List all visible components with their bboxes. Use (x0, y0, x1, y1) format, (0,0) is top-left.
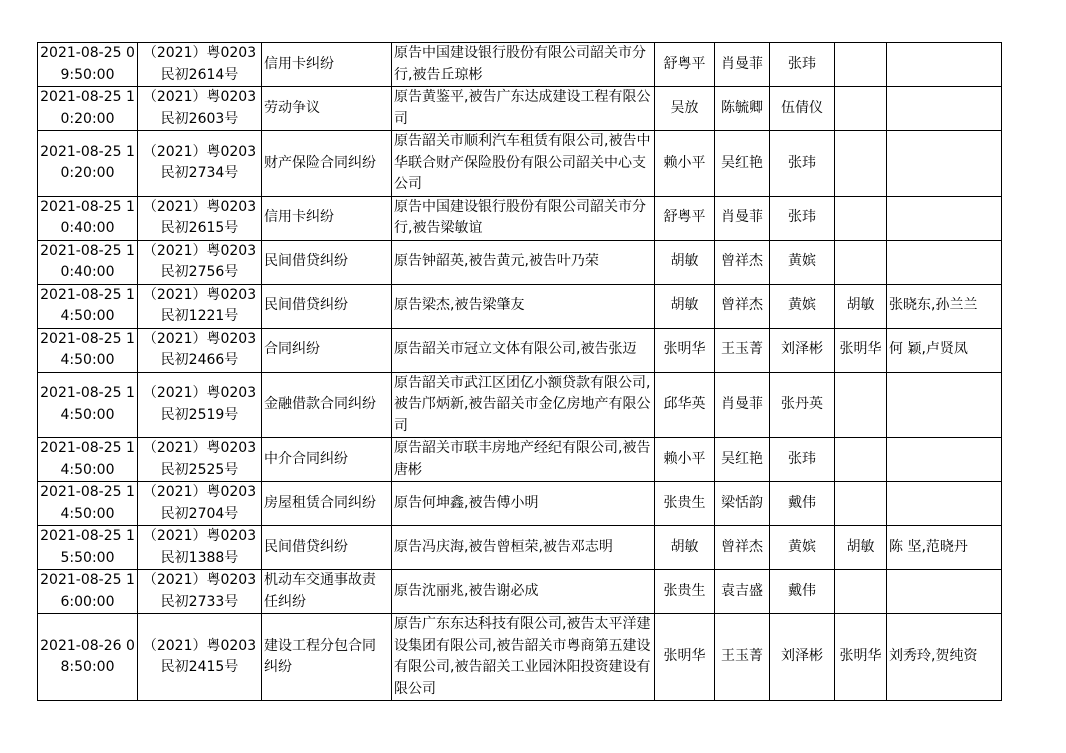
parties-cell: 原告黄鉴平,被告广东达成建设工程有限公司 (392, 87, 655, 131)
secretary-cell: 张玮 (770, 196, 835, 240)
hearing-time-cell: 2021-08-25 15:50:00 (38, 526, 138, 570)
table-row (38, 284, 1002, 328)
clerk-cell: 吴红艳 (715, 131, 770, 197)
table-row (38, 87, 1002, 131)
panel-judge-cell: 胡敏 (835, 284, 887, 328)
panel-members-cell (887, 131, 1002, 197)
panel-judge-cell: 胡敏 (835, 526, 887, 570)
judge-cell: 张明华 (655, 614, 715, 701)
panel-judge-cell (835, 240, 887, 284)
secretary-cell: 伍倩仪 (770, 87, 835, 131)
parties-cell: 原告何坤鑫,被告傅小明 (392, 482, 655, 526)
panel-members-cell (887, 87, 1002, 131)
parties-cell: 原告钟韶英,被告黄元,被告叶乃荣 (392, 240, 655, 284)
case-cause-cell: 民间借贷纠纷 (262, 284, 392, 328)
panel-members-cell (887, 570, 1002, 614)
panel-judge-cell: 张明华 (835, 328, 887, 372)
secretary-cell: 刘泽彬 (770, 328, 835, 372)
clerk-cell: 陈毓卿 (715, 87, 770, 131)
parties-cell: 原告梁杰,被告梁肇友 (392, 284, 655, 328)
hearing-time-cell: 2021-08-25 10:40:00 (38, 240, 138, 284)
judge-cell: 张贵生 (655, 482, 715, 526)
case-cause-cell: 房屋租赁合同纠纷 (262, 482, 392, 526)
secretary-cell: 黄嫔 (770, 240, 835, 284)
case-cause-cell: 财产保险合同纠纷 (262, 131, 392, 197)
panel-members-cell (887, 240, 1002, 284)
secretary-cell: 张丹英 (770, 372, 835, 438)
case-number-cell: （2021）粤0203民初1221号 (138, 284, 262, 328)
judge-cell: 赖小平 (655, 131, 715, 197)
panel-members-cell: 张晓东,孙兰兰 (887, 284, 1002, 328)
secretary-cell: 张玮 (770, 131, 835, 197)
secretary-cell: 黄嫔 (770, 526, 835, 570)
case-cause-cell: 民间借贷纠纷 (262, 526, 392, 570)
hearing-time-cell: 2021-08-25 14:50:00 (38, 328, 138, 372)
judge-cell: 胡敏 (655, 526, 715, 570)
secretary-cell: 戴伟 (770, 570, 835, 614)
hearing-time-cell: 2021-08-25 14:50:00 (38, 372, 138, 438)
parties-cell: 原告中国建设银行股份有限公司韶关市分行,被告丘琼彬 (392, 43, 655, 87)
panel-judge-cell: 张明华 (835, 614, 887, 701)
case-number-cell: （2021）粤0203民初2614号 (138, 43, 262, 87)
judge-cell: 胡敏 (655, 284, 715, 328)
hearing-time-cell: 2021-08-25 10:20:00 (38, 87, 138, 131)
judge-cell: 舒粤平 (655, 196, 715, 240)
hearing-time-cell: 2021-08-25 10:40:00 (38, 196, 138, 240)
clerk-cell: 吴红艳 (715, 438, 770, 482)
case-number-cell: （2021）粤0203民初2519号 (138, 372, 262, 438)
case-number-cell: （2021）粤0203民初2756号 (138, 240, 262, 284)
table-row (38, 240, 1002, 284)
clerk-cell: 曾祥杰 (715, 526, 770, 570)
panel-members-cell: 陈 坚,范晓丹 (887, 526, 1002, 570)
secretary-cell: 张玮 (770, 43, 835, 87)
panel-judge-cell (835, 570, 887, 614)
panel-members-cell (887, 43, 1002, 87)
case-cause-cell: 机动车交通事故责任纠纷 (262, 570, 392, 614)
table-row (38, 438, 1002, 482)
table-row (38, 131, 1002, 197)
parties-cell: 原告中国建设银行股份有限公司韶关市分行,被告梁敏谊 (392, 196, 655, 240)
case-number-cell: （2021）粤0203民初2525号 (138, 438, 262, 482)
panel-members-cell (887, 438, 1002, 482)
parties-cell: 原告韶关市武江区团亿小额贷款有限公司,被告邝炳新,被告韶关市金亿房地产有限公司 (392, 372, 655, 438)
secretary-cell: 戴伟 (770, 482, 835, 526)
table-row (38, 526, 1002, 570)
hearing-time-cell: 2021-08-25 16:00:00 (38, 570, 138, 614)
judge-cell: 张明华 (655, 328, 715, 372)
hearing-schedule-table (37, 42, 1002, 701)
case-cause-cell: 信用卡纠纷 (262, 196, 392, 240)
clerk-cell: 王玉菁 (715, 614, 770, 701)
table-row (38, 614, 1002, 701)
clerk-cell: 肖曼菲 (715, 43, 770, 87)
panel-judge-cell (835, 438, 887, 482)
hearing-time-cell: 2021-08-25 10:20:00 (38, 131, 138, 197)
panel-judge-cell (835, 131, 887, 197)
parties-cell: 原告广东东达科技有限公司,被告太平洋建设集团有限公司,被告韶关市粤商第五建设有限公司,被告韶关工业园沐阳投资建设有限公司 (392, 614, 655, 701)
parties-cell: 原告沈丽兆,被告谢必成 (392, 570, 655, 614)
secretary-cell: 刘泽彬 (770, 614, 835, 701)
case-number-cell: （2021）粤0203民初2734号 (138, 131, 262, 197)
judge-cell: 吴放 (655, 87, 715, 131)
panel-judge-cell (835, 87, 887, 131)
case-cause-cell: 建设工程分包合同纠纷 (262, 614, 392, 701)
clerk-cell: 曾祥杰 (715, 284, 770, 328)
case-number-cell: （2021）粤0203民初2733号 (138, 570, 262, 614)
table-row (38, 196, 1002, 240)
judge-cell: 胡敏 (655, 240, 715, 284)
table-row (38, 372, 1002, 438)
secretary-cell: 黄嫔 (770, 284, 835, 328)
hearing-time-cell: 2021-08-25 14:50:00 (38, 438, 138, 482)
parties-cell: 原告冯庆海,被告曾桓荣,被告邓志明 (392, 526, 655, 570)
panel-members-cell: 何 颖,卢贤凤 (887, 328, 1002, 372)
parties-cell: 原告韶关市冠立文体有限公司,被告张迈 (392, 328, 655, 372)
clerk-cell: 王玉菁 (715, 328, 770, 372)
clerk-cell: 袁吉盛 (715, 570, 770, 614)
panel-members-cell (887, 482, 1002, 526)
panel-members-cell: 刘秀玲,贺纯资 (887, 614, 1002, 701)
panel-members-cell (887, 372, 1002, 438)
panel-members-cell (887, 196, 1002, 240)
judge-cell: 邱华英 (655, 372, 715, 438)
panel-judge-cell (835, 482, 887, 526)
hearing-time-cell: 2021-08-26 08:50:00 (38, 614, 138, 701)
case-cause-cell: 合同纠纷 (262, 328, 392, 372)
hearing-time-cell: 2021-08-25 14:50:00 (38, 284, 138, 328)
judge-cell: 张贵生 (655, 570, 715, 614)
parties-cell: 原告韶关市联丰房地产经纪有限公司,被告唐彬 (392, 438, 655, 482)
table-row (38, 482, 1002, 526)
panel-judge-cell (835, 43, 887, 87)
hearing-time-cell: 2021-08-25 09:50:00 (38, 43, 138, 87)
panel-judge-cell (835, 196, 887, 240)
judge-cell: 舒粤平 (655, 43, 715, 87)
case-number-cell: （2021）粤0203民初2603号 (138, 87, 262, 131)
case-number-cell: （2021）粤0203民初2615号 (138, 196, 262, 240)
hearing-time-cell: 2021-08-25 14:50:00 (38, 482, 138, 526)
case-cause-cell: 金融借款合同纠纷 (262, 372, 392, 438)
case-number-cell: （2021）粤0203民初2466号 (138, 328, 262, 372)
table-row (38, 328, 1002, 372)
clerk-cell: 曾祥杰 (715, 240, 770, 284)
case-cause-cell: 信用卡纠纷 (262, 43, 392, 87)
case-cause-cell: 劳动争议 (262, 87, 392, 131)
case-number-cell: （2021）粤0203民初2415号 (138, 614, 262, 701)
clerk-cell: 肖曼菲 (715, 372, 770, 438)
clerk-cell: 梁恬韵 (715, 482, 770, 526)
secretary-cell: 张玮 (770, 438, 835, 482)
panel-judge-cell (835, 372, 887, 438)
case-number-cell: （2021）粤0203民初1388号 (138, 526, 262, 570)
case-number-cell: （2021）粤0203民初2704号 (138, 482, 262, 526)
case-cause-cell: 中介合同纠纷 (262, 438, 392, 482)
table-row (38, 570, 1002, 614)
hearing-schedule-body (38, 43, 1002, 701)
parties-cell: 原告韶关市顺利汽车租赁有限公司,被告中华联合财产保险股份有限公司韶关中心支公司 (392, 131, 655, 197)
table-row (38, 43, 1002, 87)
clerk-cell: 肖曼菲 (715, 196, 770, 240)
judge-cell: 赖小平 (655, 438, 715, 482)
case-cause-cell: 民间借贷纠纷 (262, 240, 392, 284)
